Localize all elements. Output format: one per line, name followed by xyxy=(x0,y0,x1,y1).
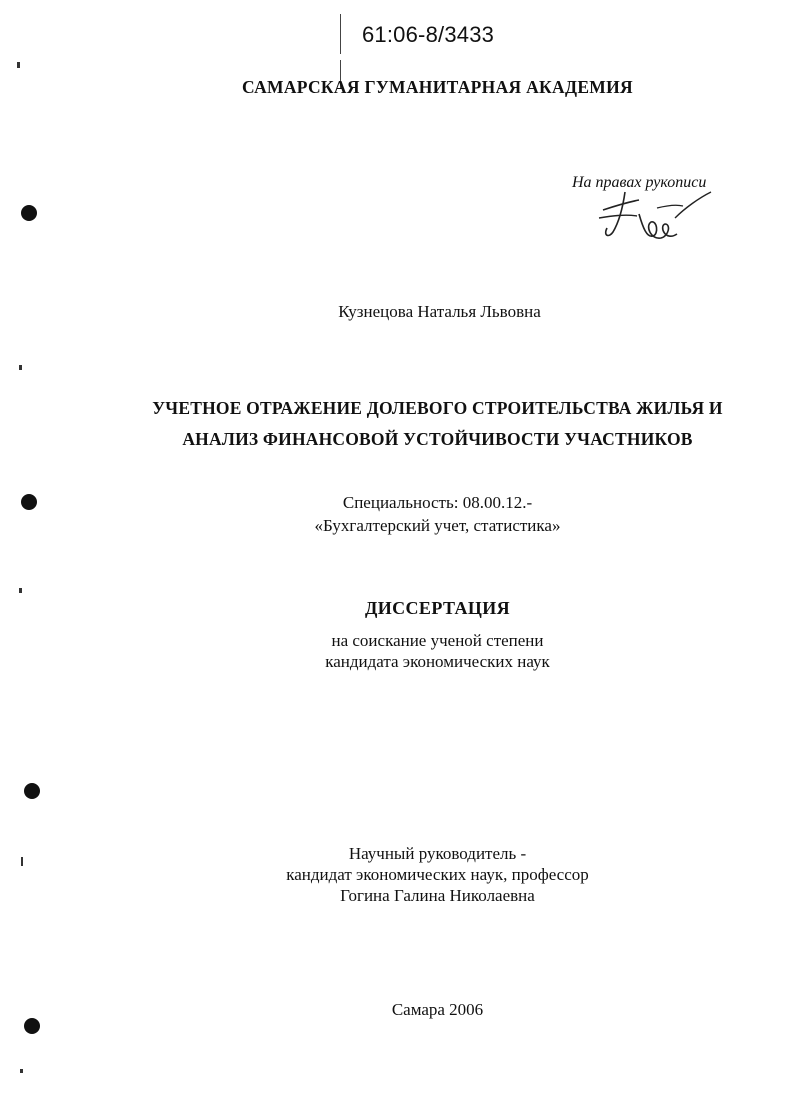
punch-hole-icon xyxy=(24,1018,40,1034)
margin-speck xyxy=(20,1069,23,1073)
supervisor-degree: кандидат экономических наук, профессор xyxy=(286,865,589,884)
document-type: ДИССЕРТАЦИЯ xyxy=(364,598,511,618)
dissertation-title-line-2: АНАЛИЗ ФИНАНСОВОЙ УСТОЙЧИВОСТИ УЧАСТНИКОВ xyxy=(182,429,693,449)
supervisor-name: Гогина Галина Николаевна xyxy=(340,886,535,905)
margin-speck xyxy=(19,588,22,593)
handwritten-signature-icon xyxy=(595,188,715,246)
specialty-code: Специальность: 08.00.12.- xyxy=(342,493,533,512)
catalog-number: 61:06-8/3433 xyxy=(362,22,495,47)
specialty-name: «Бухгалтерский учет, статистика» xyxy=(314,516,561,535)
institution-name: САМАРСКАЯ ГУМАНИТАРНАЯ АКАДЕМИЯ xyxy=(242,77,633,97)
author-name: Кузнецова Наталья Львовна xyxy=(338,302,541,321)
place-year: Самара 2006 xyxy=(391,1000,484,1019)
punch-hole-icon xyxy=(24,783,40,799)
punch-hole-icon xyxy=(21,494,37,510)
rights-note: На правах рукописи xyxy=(572,174,707,191)
margin-speck xyxy=(19,365,22,370)
scan-mark xyxy=(340,14,341,54)
margin-speck xyxy=(21,857,23,866)
supervisor-label: Научный руководитель - xyxy=(348,844,527,863)
punch-hole-icon xyxy=(21,205,37,221)
degree-line-1: на соискание ученой степени xyxy=(331,631,544,650)
margin-speck xyxy=(17,62,20,68)
degree-line-2: кандидата экономических наук xyxy=(325,652,550,671)
dissertation-title-line-1: УЧЕТНОЕ ОТРАЖЕНИЕ ДОЛЕВОГО СТРОИТЕЛЬСТВА ЖИЛЬЯ И xyxy=(152,398,723,418)
